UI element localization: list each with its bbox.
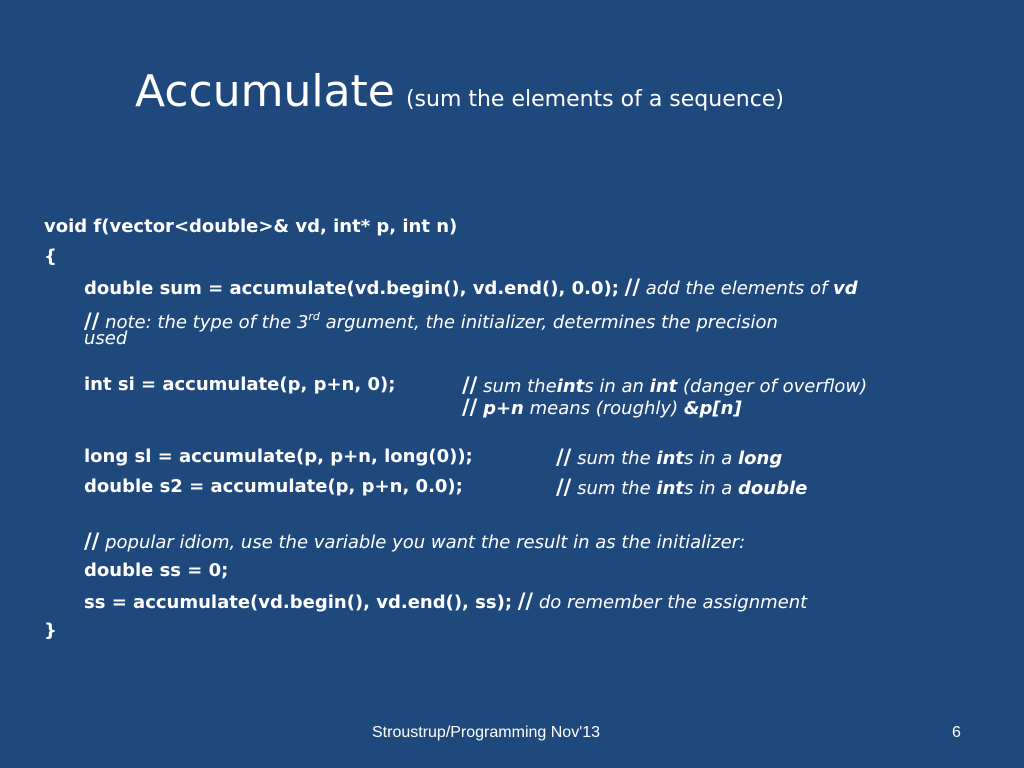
code-line-idiom	[44, 526, 1004, 556]
code-line-note	[44, 306, 1004, 333]
code-line-ss-decl: double ss = 0;	[84, 560, 229, 581]
si-code: int si = accumulate(p, p+n, 0);	[84, 374, 396, 395]
note-wrap: used	[84, 328, 128, 349]
pn-address: &p[n]	[683, 398, 742, 419]
function-signature: void f(vector<double>& vd, int* p, int n)	[44, 216, 458, 237]
pn-text: means (roughly)	[529, 398, 679, 419]
sum-comment: add the elements of	[645, 278, 828, 299]
code-line-sum	[44, 272, 1004, 302]
si-comment-2: s in an	[584, 376, 644, 397]
code-line-sl	[44, 442, 1004, 472]
code-line-s2	[44, 472, 1004, 502]
ss-comment: do remember the assignment	[538, 592, 808, 613]
code-line-pn	[44, 396, 1004, 418]
si-int-1: int	[556, 376, 585, 397]
comment-marker: //	[517, 589, 534, 613]
title-main: Accumulate	[135, 66, 395, 117]
comment-marker: //	[556, 445, 572, 469]
footer-text: Stroustrup/Programming Nov'13	[372, 724, 601, 741]
code-line-si	[44, 374, 1004, 396]
note-text-part2: argument, the initializer, determines the precision	[325, 312, 778, 333]
sum-comment-vd: vd	[833, 278, 858, 299]
blank-line	[44, 418, 1004, 442]
comment-marker: //	[84, 529, 100, 553]
sl-comment-1: sum the	[577, 448, 651, 469]
open-brace: {	[44, 246, 57, 267]
s2-comment-2: s in a	[684, 478, 733, 499]
comment-marker: //	[84, 309, 100, 333]
blank-line	[44, 502, 1004, 526]
comment-marker: //	[462, 395, 478, 419]
comment-marker: //	[556, 475, 572, 499]
s2-comment	[556, 472, 807, 504]
pn-bold: p+n	[483, 398, 524, 419]
si-comment-1: sum the	[483, 376, 557, 397]
code-line-ss-assign	[44, 586, 1004, 616]
close-brace: }	[44, 620, 57, 641]
sl-long: long	[738, 448, 783, 469]
sum-code: double sum = accumulate(vd.begin(), vd.end(), 0.0);	[84, 278, 619, 299]
s2-code: double s2 = accumulate(p, p+n, 0.0);	[84, 476, 463, 497]
s2-int: int	[656, 478, 684, 499]
code-line-note-wrap	[44, 328, 1004, 350]
comment-marker: //	[624, 275, 641, 299]
pn-comment	[462, 396, 742, 420]
blank-line	[44, 350, 1004, 374]
si-comment-3: (danger of overflow)	[683, 376, 868, 397]
si-int-2: int	[649, 376, 678, 397]
slide-title	[135, 66, 784, 117]
note-superscript: rd	[308, 310, 320, 323]
sl-comment	[556, 442, 782, 474]
sl-comment-2: s in a	[684, 448, 733, 469]
sl-int: int	[656, 448, 684, 469]
code-block	[44, 212, 1004, 646]
note-text-part1: note: the type of the 3	[105, 312, 309, 333]
page-number: 6	[952, 724, 961, 741]
comment-marker: //	[462, 373, 478, 397]
sl-code: long sl = accumulate(p, p+n, long(0));	[84, 446, 473, 467]
s2-comment-1: sum the	[577, 478, 651, 499]
ss-assign-code: ss = accumulate(vd.begin(), vd.end(), ss);	[84, 592, 513, 613]
title-subtitle: (sum the elements of a sequence)	[405, 87, 784, 112]
idiom-comment: popular idiom, use the variable you want the result in as the initializer:	[105, 532, 746, 553]
si-comment	[462, 374, 867, 398]
s2-double: double	[738, 478, 808, 499]
